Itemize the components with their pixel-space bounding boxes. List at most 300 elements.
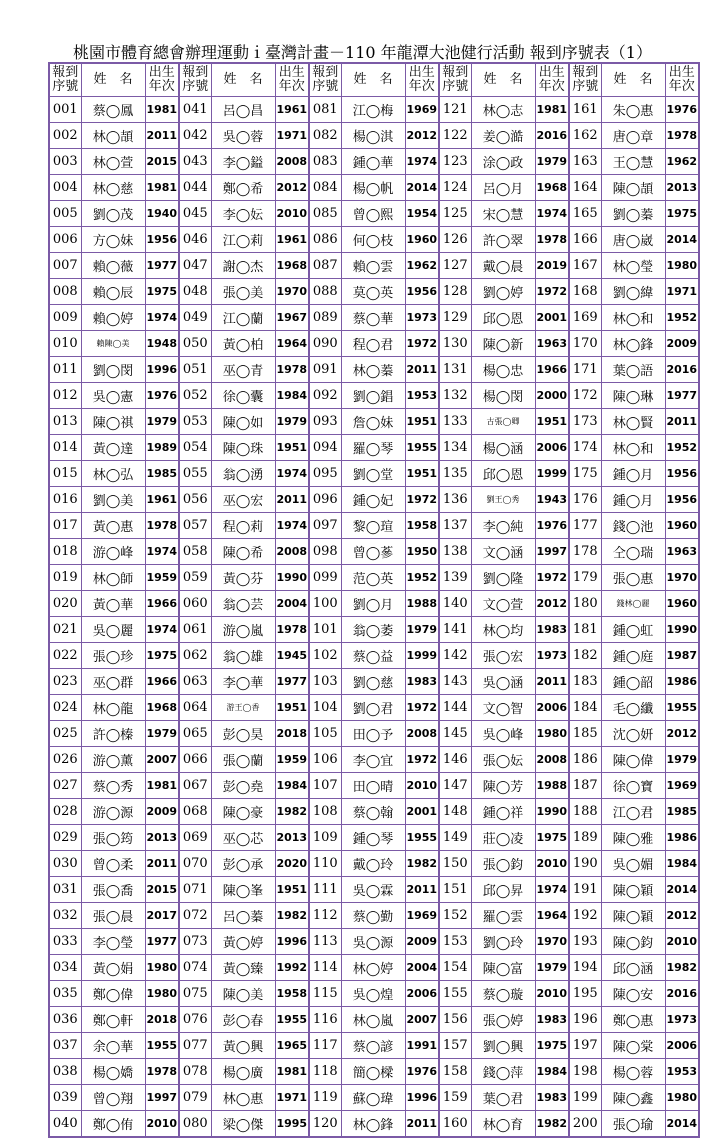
checkin-number-cell: 040 (49, 1111, 81, 1138)
header-checkin-number: 報到序號 (569, 63, 601, 97)
birth-year-cell: 1943 (535, 487, 569, 513)
name-cell: 江◯君 (601, 799, 665, 825)
birth-year-cell: 2010 (535, 851, 569, 877)
checkin-number-cell: 112 (309, 903, 341, 929)
birth-year-cell: 2013 (275, 825, 309, 851)
name-cell: 唐◯崴 (601, 227, 665, 253)
checkin-number-cell: 166 (569, 227, 601, 253)
name-cell: 李◯瑩 (81, 929, 145, 955)
name-cell: 程◯莉 (211, 513, 275, 539)
name-cell: 劉◯茂 (81, 201, 145, 227)
checkin-roster-table (48, 62, 700, 1138)
birth-year-cell: 2006 (535, 695, 569, 721)
checkin-number-cell: 142 (439, 643, 471, 669)
birth-year-cell: 1982 (535, 1111, 569, 1138)
table-row (49, 409, 699, 435)
name-cell: 楊◯忠 (471, 357, 535, 383)
birth-year-cell: 2017 (145, 903, 179, 929)
birth-year-cell: 1974 (535, 201, 569, 227)
birth-year-cell: 1981 (145, 175, 179, 201)
name-cell: 張◯美 (211, 279, 275, 305)
checkin-number-cell: 086 (309, 227, 341, 253)
name-cell: 姜◯澔 (471, 123, 535, 149)
birth-year-cell: 1963 (665, 539, 699, 565)
birth-year-cell: 1982 (275, 903, 309, 929)
checkin-number-cell: 051 (179, 357, 211, 383)
checkin-number-cell: 103 (309, 669, 341, 695)
checkin-number-cell: 018 (49, 539, 81, 565)
checkin-number-cell: 042 (179, 123, 211, 149)
birth-year-cell: 1972 (405, 695, 439, 721)
birth-year-cell: 2004 (405, 955, 439, 981)
name-cell: 翁◯雄 (211, 643, 275, 669)
birth-year-cell: 1983 (535, 617, 569, 643)
name-cell: 錢林◯麗 (601, 591, 665, 617)
name-cell: 彭◯承 (211, 851, 275, 877)
checkin-number-cell: 037 (49, 1033, 81, 1059)
name-cell: 蔡◯華 (341, 305, 405, 331)
checkin-number-cell: 161 (569, 97, 601, 123)
name-cell: 張◯喬 (81, 877, 145, 903)
checkin-number-cell: 113 (309, 929, 341, 955)
birth-year-cell: 2000 (535, 383, 569, 409)
checkin-number-cell: 019 (49, 565, 81, 591)
name-cell: 鍾◯庭 (601, 643, 665, 669)
header-birth-year: 出生年次 (665, 63, 699, 97)
checkin-number-cell: 177 (569, 513, 601, 539)
birth-year-cell: 2010 (535, 981, 569, 1007)
checkin-number-cell: 004 (49, 175, 81, 201)
birth-year-cell: 1951 (275, 435, 309, 461)
checkin-number-cell: 128 (439, 279, 471, 305)
checkin-number-cell: 125 (439, 201, 471, 227)
checkin-number-cell: 138 (439, 539, 471, 565)
checkin-number-cell: 140 (439, 591, 471, 617)
birth-year-cell: 1991 (405, 1033, 439, 1059)
birth-year-cell: 1979 (145, 721, 179, 747)
birth-year-cell: 2006 (535, 435, 569, 461)
checkin-number-cell: 183 (569, 669, 601, 695)
name-cell: 方◯妹 (81, 227, 145, 253)
birth-year-cell: 1995 (275, 1111, 309, 1138)
name-cell: 張◯珍 (81, 643, 145, 669)
name-cell: 羅◯雲 (471, 903, 535, 929)
birth-year-cell: 1968 (275, 253, 309, 279)
checkin-number-cell: 197 (569, 1033, 601, 1059)
checkin-number-cell: 149 (439, 825, 471, 851)
table-row (49, 1111, 699, 1138)
table-row (49, 903, 699, 929)
name-cell: 黃◯興 (211, 1033, 275, 1059)
table-row (49, 487, 699, 513)
birth-year-cell: 1982 (275, 799, 309, 825)
name-cell: 徐◯囊 (211, 383, 275, 409)
checkin-number-cell: 085 (309, 201, 341, 227)
checkin-number-cell: 185 (569, 721, 601, 747)
name-cell: 張◯筠 (81, 825, 145, 851)
birth-year-cell: 1969 (405, 903, 439, 929)
checkin-number-cell: 080 (179, 1111, 211, 1138)
birth-year-cell: 2010 (665, 929, 699, 955)
birth-year-cell: 2019 (535, 253, 569, 279)
birth-year-cell: 1974 (275, 513, 309, 539)
table-row (49, 357, 699, 383)
name-cell: 鍾◯華 (341, 149, 405, 175)
name-cell: 林◯慈 (81, 175, 145, 201)
checkin-number-cell: 005 (49, 201, 81, 227)
birth-year-cell: 1940 (145, 201, 179, 227)
birth-year-cell: 1987 (665, 643, 699, 669)
birth-year-cell: 2009 (405, 929, 439, 955)
checkin-number-cell: 187 (569, 773, 601, 799)
name-cell: 陳◯芳 (471, 773, 535, 799)
birth-year-cell: 2001 (535, 305, 569, 331)
name-cell: 呂◯月 (471, 175, 535, 201)
table-row (49, 1007, 699, 1033)
table-row (49, 565, 699, 591)
checkin-number-cell: 131 (439, 357, 471, 383)
name-cell: 吳◯麗 (81, 617, 145, 643)
birth-year-cell: 1989 (145, 435, 179, 461)
birth-year-cell: 1979 (275, 409, 309, 435)
name-cell: 江◯莉 (211, 227, 275, 253)
checkin-number-cell: 035 (49, 981, 81, 1007)
name-cell: 楊◯嬌 (81, 1059, 145, 1085)
birth-year-cell: 1951 (405, 409, 439, 435)
header-name: 姓 名 (341, 63, 405, 97)
name-cell: 張◯鈞 (471, 851, 535, 877)
birth-year-cell: 1990 (275, 565, 309, 591)
checkin-number-cell: 129 (439, 305, 471, 331)
checkin-number-cell: 196 (569, 1007, 601, 1033)
birth-year-cell: 1966 (535, 357, 569, 383)
name-cell: 劉◯婷 (471, 279, 535, 305)
table-row (49, 461, 699, 487)
checkin-number-cell: 076 (179, 1007, 211, 1033)
checkin-number-cell: 057 (179, 513, 211, 539)
checkin-number-cell: 016 (49, 487, 81, 513)
name-cell: 梁◯傑 (211, 1111, 275, 1138)
checkin-number-cell: 025 (49, 721, 81, 747)
checkin-number-cell: 096 (309, 487, 341, 513)
checkin-number-cell: 054 (179, 435, 211, 461)
name-cell: 陳◯鑫 (601, 1085, 665, 1111)
header-name: 姓 名 (211, 63, 275, 97)
birth-year-cell: 1961 (275, 97, 309, 123)
checkin-number-cell: 010 (49, 331, 81, 357)
checkin-number-cell: 074 (179, 955, 211, 981)
birth-year-cell: 2010 (145, 1111, 179, 1138)
birth-year-cell: 2008 (535, 747, 569, 773)
name-cell: 文◯萱 (471, 591, 535, 617)
birth-year-cell: 1971 (275, 1085, 309, 1111)
name-cell: 邱◯恩 (471, 305, 535, 331)
checkin-number-cell: 155 (439, 981, 471, 1007)
birth-year-cell: 1978 (275, 357, 309, 383)
name-cell: 陳◯珠 (211, 435, 275, 461)
table-row (49, 799, 699, 825)
checkin-number-cell: 068 (179, 799, 211, 825)
name-cell: 戴◯晨 (471, 253, 535, 279)
birth-year-cell: 1981 (145, 773, 179, 799)
checkin-number-cell: 027 (49, 773, 81, 799)
birth-year-cell: 1978 (275, 617, 309, 643)
birth-year-cell: 1980 (665, 253, 699, 279)
checkin-number-cell: 017 (49, 513, 81, 539)
checkin-number-cell: 020 (49, 591, 81, 617)
table-row (49, 123, 699, 149)
name-cell: 劉◯慈 (341, 669, 405, 695)
name-cell: 毛◯纖 (601, 695, 665, 721)
checkin-number-cell: 143 (439, 669, 471, 695)
birth-year-cell: 2004 (275, 591, 309, 617)
birth-year-cell: 1970 (275, 279, 309, 305)
name-cell: 林◯賢 (601, 409, 665, 435)
checkin-number-cell: 164 (569, 175, 601, 201)
birth-year-cell: 1973 (535, 643, 569, 669)
header-checkin-number: 報到序號 (439, 63, 471, 97)
birth-year-cell: 2009 (665, 331, 699, 357)
birth-year-cell: 2011 (275, 487, 309, 513)
checkin-number-cell: 189 (569, 825, 601, 851)
checkin-number-cell: 163 (569, 149, 601, 175)
name-cell: 曾◯柔 (81, 851, 145, 877)
checkin-number-cell: 167 (569, 253, 601, 279)
checkin-number-cell: 179 (569, 565, 601, 591)
checkin-number-cell: 162 (569, 123, 601, 149)
checkin-number-cell: 174 (569, 435, 601, 461)
checkin-number-cell: 115 (309, 981, 341, 1007)
table-row (49, 721, 699, 747)
name-cell: 游◯薰 (81, 747, 145, 773)
header-checkin-number: 報到序號 (49, 63, 81, 97)
name-cell: 黃◯達 (81, 435, 145, 461)
checkin-number-cell: 009 (49, 305, 81, 331)
checkin-number-cell: 099 (309, 565, 341, 591)
name-cell: 錢◯萍 (471, 1059, 535, 1085)
checkin-number-cell: 139 (439, 565, 471, 591)
checkin-number-cell: 033 (49, 929, 81, 955)
birth-year-cell: 2001 (405, 799, 439, 825)
name-cell: 陳◯祺 (81, 409, 145, 435)
table-row (49, 747, 699, 773)
birth-year-cell: 1984 (665, 851, 699, 877)
birth-year-cell: 1962 (405, 253, 439, 279)
name-cell: 林◯和 (601, 435, 665, 461)
name-cell: 羅◯琴 (341, 435, 405, 461)
checkin-number-cell: 124 (439, 175, 471, 201)
table-row (49, 175, 699, 201)
birth-year-cell: 1978 (665, 123, 699, 149)
checkin-number-cell: 028 (49, 799, 81, 825)
checkin-number-cell: 118 (309, 1059, 341, 1085)
name-cell: 楊◯廣 (211, 1059, 275, 1085)
checkin-number-cell: 044 (179, 175, 211, 201)
birth-year-cell: 1975 (665, 201, 699, 227)
checkin-number-cell: 165 (569, 201, 601, 227)
header-birth-year: 出生年次 (535, 63, 569, 97)
name-cell: 黃◯臻 (211, 955, 275, 981)
name-cell: 莊◯凌 (471, 825, 535, 851)
name-cell: 蘇◯瑋 (341, 1085, 405, 1111)
birth-year-cell: 1968 (145, 695, 179, 721)
birth-year-cell: 1978 (145, 1059, 179, 1085)
birth-year-cell: 1982 (665, 955, 699, 981)
name-cell: 陳◯棠 (601, 1033, 665, 1059)
birth-year-cell: 1974 (535, 877, 569, 903)
checkin-number-cell: 036 (49, 1007, 81, 1033)
name-cell: 劉◯蓁 (601, 201, 665, 227)
birth-year-cell: 2006 (665, 1033, 699, 1059)
name-cell: 張◯妘 (471, 747, 535, 773)
name-cell: 鍾◯妃 (341, 487, 405, 513)
name-cell: 翁◯湧 (211, 461, 275, 487)
checkin-number-cell: 030 (49, 851, 81, 877)
name-cell: 黎◯瑄 (341, 513, 405, 539)
name-cell: 吳◯涵 (471, 669, 535, 695)
checkin-number-cell: 159 (439, 1085, 471, 1111)
name-cell: 李◯鎰 (211, 149, 275, 175)
name-cell: 邱◯涵 (601, 955, 665, 981)
birth-year-cell: 1999 (405, 643, 439, 669)
checkin-number-cell: 181 (569, 617, 601, 643)
checkin-number-cell: 157 (439, 1033, 471, 1059)
name-cell: 黃◯芬 (211, 565, 275, 591)
table-header-row (49, 63, 699, 97)
header-birth-year: 出生年次 (405, 63, 439, 97)
name-cell: 李◯純 (471, 513, 535, 539)
birth-year-cell: 1945 (275, 643, 309, 669)
name-cell: 游◯嵐 (211, 617, 275, 643)
name-cell: 余◯華 (81, 1033, 145, 1059)
name-cell: 陳◯富 (471, 955, 535, 981)
name-cell: 劉◯錩 (341, 383, 405, 409)
birth-year-cell: 1979 (405, 617, 439, 643)
checkin-number-cell: 172 (569, 383, 601, 409)
name-cell: 邱◯恩 (471, 461, 535, 487)
table-row (49, 539, 699, 565)
checkin-number-cell: 184 (569, 695, 601, 721)
checkin-number-cell: 032 (49, 903, 81, 929)
birth-year-cell: 2013 (145, 825, 179, 851)
birth-year-cell: 1954 (405, 201, 439, 227)
checkin-number-cell: 088 (309, 279, 341, 305)
name-cell: 張◯蘭 (211, 747, 275, 773)
birth-year-cell: 2009 (145, 799, 179, 825)
birth-year-cell: 1967 (275, 305, 309, 331)
checkin-number-cell: 011 (49, 357, 81, 383)
birth-year-cell: 1984 (275, 383, 309, 409)
checkin-number-cell: 038 (49, 1059, 81, 1085)
birth-year-cell: 1974 (275, 461, 309, 487)
header-birth-year: 出生年次 (275, 63, 309, 97)
checkin-number-cell: 153 (439, 929, 471, 955)
checkin-number-cell: 081 (309, 97, 341, 123)
checkin-number-cell: 002 (49, 123, 81, 149)
name-cell: 林◯和 (601, 305, 665, 331)
birth-year-cell: 1955 (665, 695, 699, 721)
birth-year-cell: 2012 (665, 903, 699, 929)
name-cell: 吳◯霖 (341, 877, 405, 903)
birth-year-cell: 1969 (405, 97, 439, 123)
name-cell: 鍾◯虹 (601, 617, 665, 643)
checkin-number-cell: 121 (439, 97, 471, 123)
name-cell: 林◯婷 (341, 955, 405, 981)
birth-year-cell: 1971 (275, 123, 309, 149)
checkin-number-cell: 160 (439, 1111, 471, 1138)
name-cell: 劉◯閔 (81, 357, 145, 383)
birth-year-cell: 1975 (535, 825, 569, 851)
name-cell: 江◯梅 (341, 97, 405, 123)
birth-year-cell: 1990 (665, 617, 699, 643)
birth-year-cell: 1977 (275, 669, 309, 695)
checkin-number-cell: 127 (439, 253, 471, 279)
checkin-number-cell: 097 (309, 513, 341, 539)
name-cell: 張◯婷 (471, 1007, 535, 1033)
birth-year-cell: 1951 (405, 461, 439, 487)
name-cell: 曾◯熙 (341, 201, 405, 227)
checkin-number-cell: 050 (179, 331, 211, 357)
birth-year-cell: 1971 (665, 279, 699, 305)
birth-year-cell: 1974 (405, 149, 439, 175)
checkin-number-cell: 083 (309, 149, 341, 175)
table-row (49, 331, 699, 357)
table-row (49, 929, 699, 955)
table-body (49, 97, 699, 1138)
checkin-number-cell: 178 (569, 539, 601, 565)
checkin-number-cell: 031 (49, 877, 81, 903)
birth-year-cell: 1965 (275, 1033, 309, 1059)
checkin-number-cell: 136 (439, 487, 471, 513)
checkin-number-cell: 193 (569, 929, 601, 955)
checkin-number-cell: 049 (179, 305, 211, 331)
birth-year-cell: 1972 (405, 487, 439, 513)
name-cell: 朱◯惠 (601, 97, 665, 123)
birth-year-cell: 1961 (145, 487, 179, 513)
birth-year-cell: 1970 (665, 565, 699, 591)
checkin-number-cell: 045 (179, 201, 211, 227)
checkin-number-cell: 072 (179, 903, 211, 929)
birth-year-cell: 1955 (405, 825, 439, 851)
birth-year-cell: 2007 (405, 1007, 439, 1033)
checkin-number-cell: 192 (569, 903, 601, 929)
birth-year-cell: 1959 (275, 747, 309, 773)
name-cell: 曾◯翔 (81, 1085, 145, 1111)
checkin-number-cell: 150 (439, 851, 471, 877)
checkin-number-cell: 070 (179, 851, 211, 877)
checkin-number-cell: 116 (309, 1007, 341, 1033)
birth-year-cell: 1961 (275, 227, 309, 253)
checkin-number-cell: 087 (309, 253, 341, 279)
checkin-number-cell: 089 (309, 305, 341, 331)
name-cell: 林◯蓁 (341, 357, 405, 383)
birth-year-cell: 1962 (665, 149, 699, 175)
birth-year-cell: 2008 (275, 539, 309, 565)
birth-year-cell: 1981 (275, 1059, 309, 1085)
checkin-number-cell: 120 (309, 1111, 341, 1138)
checkin-number-cell: 110 (309, 851, 341, 877)
name-cell: 吳◯峰 (471, 721, 535, 747)
checkin-number-cell: 191 (569, 877, 601, 903)
checkin-number-cell: 173 (569, 409, 601, 435)
birth-year-cell: 1977 (145, 253, 179, 279)
checkin-number-cell: 003 (49, 149, 81, 175)
checkin-number-cell: 067 (179, 773, 211, 799)
name-cell: 林◯鋒 (601, 331, 665, 357)
birth-year-cell: 2007 (145, 747, 179, 773)
table-row (49, 227, 699, 253)
birth-year-cell: 1986 (665, 669, 699, 695)
